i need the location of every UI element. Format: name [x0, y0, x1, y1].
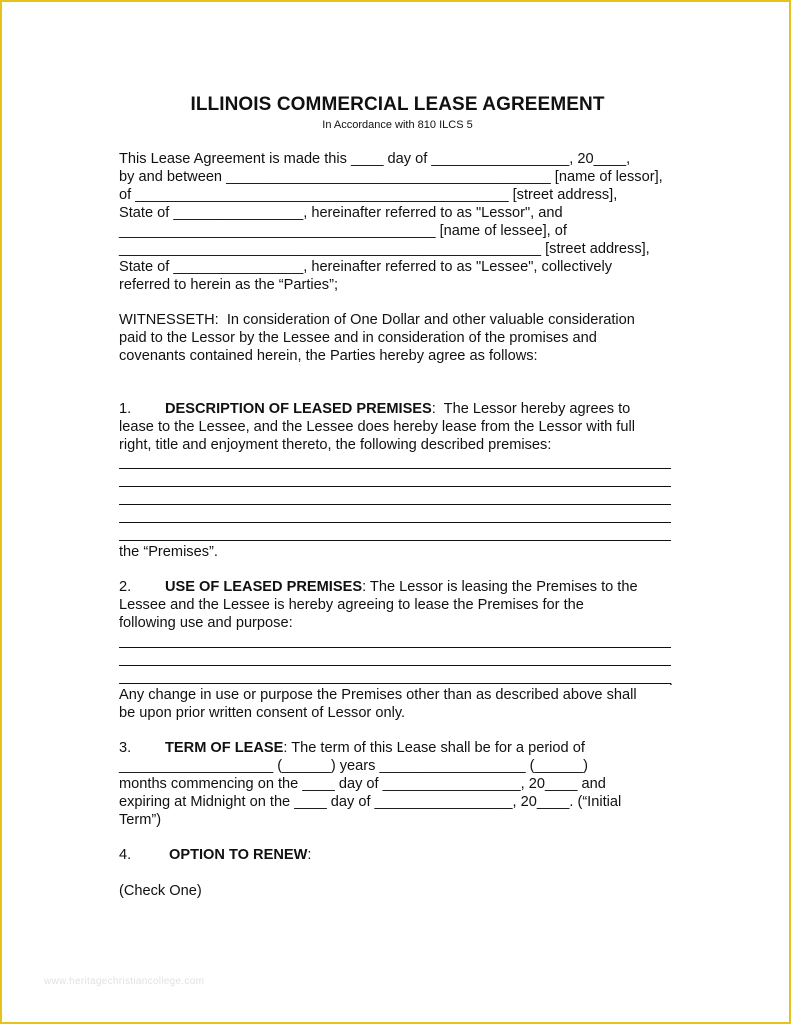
section-2-heading-line	[165, 578, 638, 596]
section-3-line-3: months commencing on the ____ day of _________________, 20____ and	[119, 776, 606, 792]
section-4-heading: OPTION TO RENEW	[169, 847, 308, 863]
intro-line-lessor-state: State of ________________, hereinafter referred to as "Lessor", and	[119, 205, 563, 221]
section-4-instruction: (Check One)	[119, 883, 202, 899]
premises-blank-line-5	[119, 540, 671, 541]
section-1-closing: the “Premises”.	[119, 544, 218, 560]
intro-line-lessee-state: State of ________________, hereinafter referred to as "Lessee", collectively	[119, 259, 613, 275]
section-1-text: : The Lessor hereby agrees to	[431, 401, 631, 417]
intro-line-lessee-name: _______________________________________ [name of lessee], of	[119, 223, 567, 239]
use-blank-line-2	[119, 665, 671, 666]
section-2-heading: USE OF LEASED PREMISES	[165, 579, 363, 595]
premises-blank-line-4	[119, 522, 671, 523]
premises-blank-line-2	[119, 486, 671, 487]
section-2-number: 2.	[119, 579, 132, 595]
section-1-heading-line	[165, 400, 630, 418]
intro-line-lessor-address: of ______________________________________________ [street address],	[119, 187, 618, 203]
witnesseth-line-2: paid to the Lessor by the Lessee and in consideration of the promises and	[119, 330, 597, 346]
section-3-line-5: Term”)	[119, 812, 162, 828]
section-3-text: : The term of this Lease shall be for a period of	[283, 740, 585, 756]
section-2-text: : The Lessor is leasing the Premises to the	[362, 579, 638, 595]
premises-blank-line-3	[119, 504, 671, 505]
section-4-number: 4.	[119, 847, 132, 863]
witnesseth-line-3: covenants contained herein, the Parties hereby agree as follows:	[119, 348, 538, 364]
intro-line-lessee-address: ____________________________________________________ [street address],	[119, 241, 650, 257]
section-3-heading-line	[165, 739, 585, 757]
document-title: ILLINOIS COMMERCIAL LEASE AGREEMENT	[190, 94, 605, 115]
witnesseth-line-1: WITNESSETH: In consideration of One Dollar and other valuable consideration	[119, 312, 635, 328]
section-3-line-2: ___________________ (______) years __________________ (______)	[119, 758, 589, 774]
section-3-line-4: expiring at Midnight on the ____ day of _________________, 20____. (“Initial	[119, 794, 622, 810]
section-4-heading-line	[169, 846, 311, 864]
intro-line-lessor-name: by and between ________________________________________ [name of lessor],	[119, 169, 663, 185]
section-2-line-3: following use and purpose:	[119, 615, 293, 631]
section-2-after-line-2: be upon prior written consent of Lessor only.	[119, 705, 406, 721]
premises-blank-line-1	[119, 468, 671, 469]
section-4-colon: :	[307, 847, 312, 863]
use-blank-trailing-period: .	[669, 672, 673, 688]
document-subtitle: In Accordance with 810 ILCS 5	[322, 119, 473, 131]
section-1-heading: DESCRIPTION OF LEASED PREMISES	[165, 401, 432, 417]
section-2-after-line-1: Any change in use or purpose the Premises other than as described above shall	[119, 687, 637, 703]
section-3-heading: TERM OF LEASE	[165, 740, 284, 756]
section-1-number: 1.	[119, 401, 132, 417]
intro-line-date: This Lease Agreement is made this ____ day of _________________, 20____,	[119, 151, 631, 167]
section-2-line-2: Lessee and the Lessee is hereby agreeing to lease the Premises for the	[119, 597, 584, 613]
use-blank-line-3	[119, 683, 671, 684]
section-1-line-3: right, title and enjoyment thereto, the following described premises:	[119, 437, 552, 453]
watermark: www.heritagechristiancollege.com	[44, 976, 205, 987]
use-blank-line-1	[119, 647, 671, 648]
intro-line-parties: referred to herein as the “Parties”;	[119, 277, 339, 293]
section-1-line-2: lease to the Lessee, and the Lessee does hereby lease from the Lessor with full	[119, 419, 635, 435]
section-3-number: 3.	[119, 740, 132, 756]
